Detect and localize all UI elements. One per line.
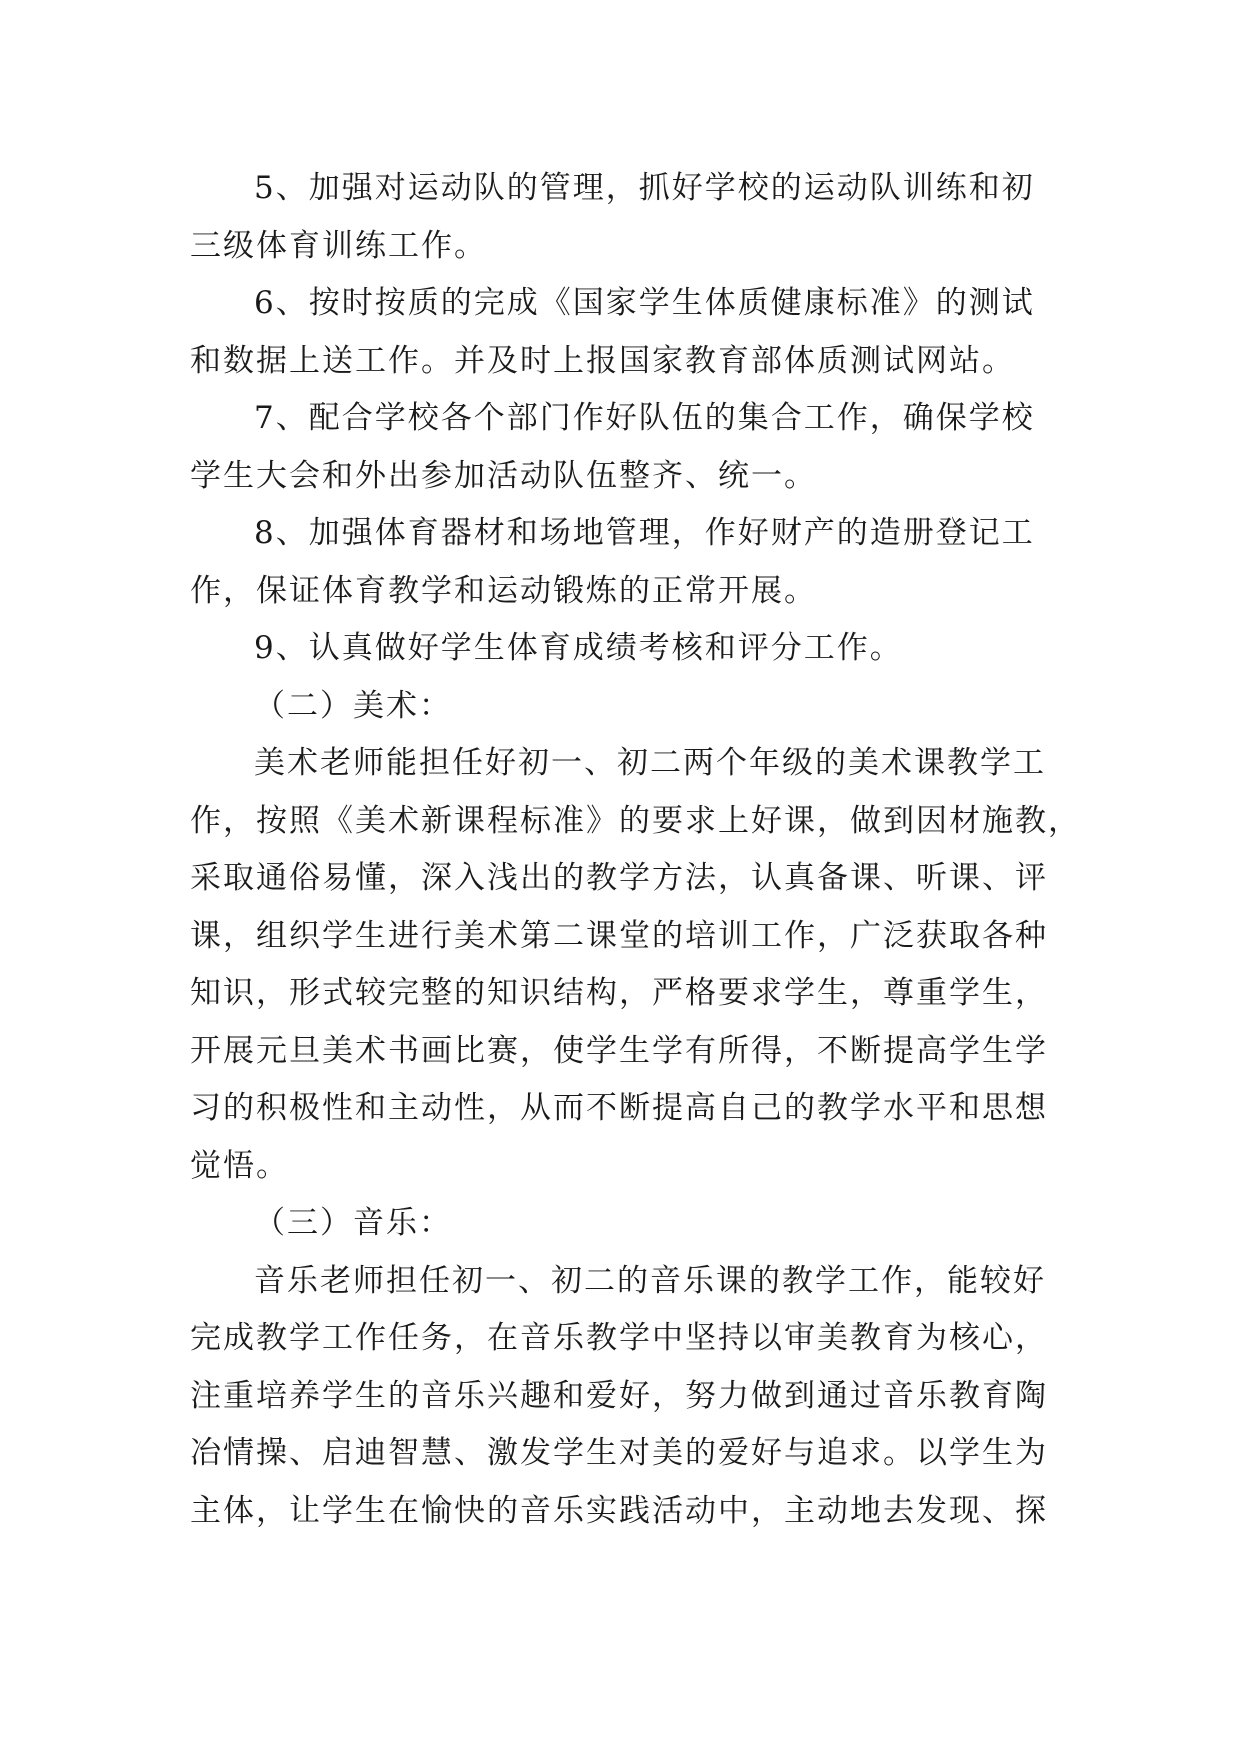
text-line: 三级体育训练工作。 bbox=[190, 227, 487, 264]
document-page bbox=[190, 160, 1081, 1540]
text-line: 5、加强对运动队的管理，抓好学校的运动队训练和初 bbox=[254, 170, 1035, 206]
text-line: 学生大会和外出参加活动队伍整齐、统一。 bbox=[190, 457, 817, 494]
text-line: 习的积极性和主动性，从而不断提高自己的教学水平和思想 bbox=[190, 1090, 1048, 1126]
text-line: 课，组织学生进行美术第二课堂的培训工作，广泛获取各种 bbox=[190, 917, 1048, 954]
text-line: 9、认真做好学生体育成绩考核和评分工作。 bbox=[254, 630, 903, 666]
text-line: 7、配合学校各个部门作好队伍的集合工作，确保学校 bbox=[254, 400, 1035, 436]
text-line: 作，保证体育教学和运动锻炼的正常开展。 bbox=[190, 572, 817, 609]
text-line: 完成教学工作任务，在音乐教学中坚持以审美教育为核心， bbox=[190, 1320, 1048, 1356]
text-line: 觉悟。 bbox=[190, 1147, 289, 1184]
text-line: 美术老师能担任好初一、初二两个年级的美术课教学工 bbox=[254, 745, 1046, 781]
text-line: 音乐老师担任初一、初二的音乐课的教学工作，能较好 bbox=[254, 1262, 1046, 1299]
text-line: 作，按照《美术新课程标准》的要求上好课，做到因材施教， bbox=[190, 802, 1081, 839]
text-line: 知识，形式较完整的知识结构，严格要求学生，尊重学生， bbox=[190, 975, 1048, 1011]
text-line: 采取通俗易懂，深入浅出的教学方法，认真备课、听课、评 bbox=[190, 860, 1048, 896]
text-line: 注重培养学生的音乐兴趣和爱好，努力做到通过音乐教育陶 bbox=[190, 1377, 1048, 1414]
text-line: 8、加强体育器材和场地管理，作好财产的造册登记工 bbox=[254, 515, 1035, 551]
section-heading-art: （二）美术： bbox=[254, 687, 452, 724]
text-line: 冶情操、启迪智慧、激发学生对美的爱好与追求。以学生为 bbox=[190, 1435, 1048, 1471]
text-line: 和数据上送工作。并及时上报国家教育部体质测试网站。 bbox=[190, 342, 1015, 379]
text-line: 主体，让学生在愉快的音乐实践活动中，主动地去发现、探 bbox=[190, 1492, 1048, 1529]
text-line: 6、按时按质的完成《国家学生体质健康标准》的测试 bbox=[254, 285, 1035, 321]
section-heading-music: （三）音乐： bbox=[254, 1205, 452, 1241]
text-line: 开展元旦美术书画比赛，使学生学有所得，不断提高学生学 bbox=[190, 1032, 1048, 1069]
